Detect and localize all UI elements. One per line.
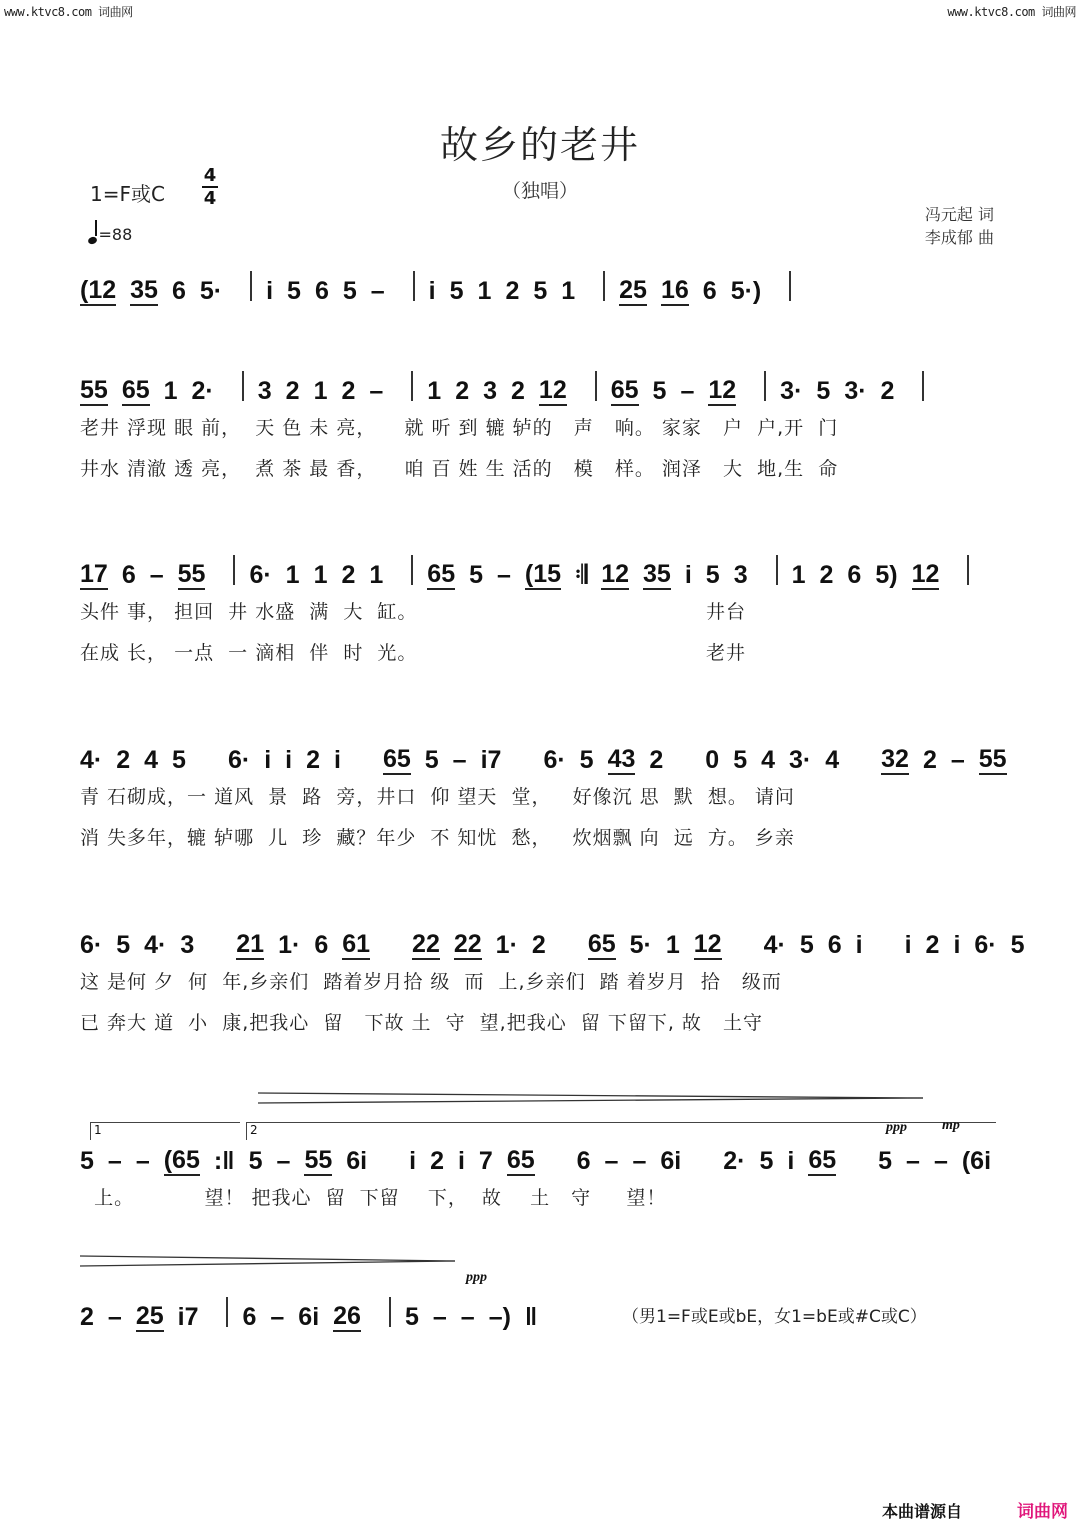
note-group: 1 bbox=[285, 561, 300, 589]
note-group: 55 bbox=[978, 745, 1007, 773]
note-group: 2 bbox=[341, 377, 356, 405]
note-group: 6i bbox=[346, 1147, 368, 1175]
note-group: 55 bbox=[177, 560, 206, 588]
note-group: 4· bbox=[763, 931, 786, 959]
barline bbox=[233, 555, 235, 585]
note-group: 5) bbox=[875, 561, 898, 589]
note-group: i7 bbox=[480, 746, 502, 774]
note-group: 2 bbox=[341, 561, 356, 589]
note-group: 5 bbox=[759, 1147, 774, 1175]
note-group: 55 bbox=[80, 376, 108, 404]
note-group: 6 bbox=[702, 277, 717, 305]
note-group: 5 bbox=[816, 377, 831, 405]
watermark-left: www.ktvc8.com 词曲网 bbox=[4, 5, 133, 19]
barline bbox=[242, 371, 244, 401]
note-group: 6· bbox=[227, 746, 251, 774]
notes-line bbox=[80, 920, 1025, 960]
note-group: 1 bbox=[369, 561, 384, 589]
lyric-verse-1: 头件 事， 担回 井 水盛 满 大 缸。 井台 bbox=[80, 601, 747, 623]
note-group: 1· bbox=[495, 931, 518, 959]
score-row-2 bbox=[80, 366, 1002, 488]
lyric-verse-1: 青 石砌成，一 道风 景 路 旁，井口 仰 望天 堂， 好像沉 思 默 想。 请问 bbox=[80, 786, 795, 808]
source-label: 本曲谱源自 bbox=[881, 1502, 962, 1521]
lyric-verse-2: 消 失多年，辘 轳哪 儿 珍 藏？年少 不 知忧 愁， 炊烟飘 向 远 方。 乡亲 bbox=[80, 827, 795, 849]
notes-line bbox=[80, 366, 1002, 406]
barline bbox=[411, 371, 413, 401]
note-group: – bbox=[135, 1147, 150, 1175]
note-group: 2 bbox=[880, 377, 895, 405]
time-signature-bottom: 4 bbox=[203, 188, 217, 209]
note-group: 5 bbox=[733, 746, 748, 774]
note-group: 35 bbox=[643, 560, 671, 588]
notes-line bbox=[80, 1292, 600, 1332]
note-group: – bbox=[632, 1147, 647, 1175]
note-group: 6 bbox=[242, 1303, 257, 1331]
note-group: 25 bbox=[619, 276, 647, 304]
note-group: 65 bbox=[587, 930, 616, 958]
note-group: 4 bbox=[825, 746, 840, 774]
lyric-verse-1: 这 是何 夕 何 年,乡亲们 踏着岁月拾 级 而 上,乡亲们 踏 着岁月 拾 级而 bbox=[80, 971, 782, 993]
note-group: – bbox=[460, 1303, 475, 1331]
dynamic-ppp: ppp bbox=[886, 1120, 907, 1135]
key-signature: 1=F或C bbox=[90, 182, 165, 206]
source-brand: 词曲网 bbox=[1017, 1502, 1068, 1522]
note-group: 6· bbox=[249, 561, 272, 589]
dynamic-ppp-final: ppp bbox=[466, 1270, 487, 1285]
note-group: 6· bbox=[974, 931, 997, 959]
tempo-marking bbox=[88, 224, 132, 244]
volta-2: 2 bbox=[246, 1122, 996, 1140]
note-group: 12 bbox=[708, 376, 737, 404]
note-group: 22 bbox=[453, 930, 482, 958]
note-group: – bbox=[680, 377, 695, 405]
note-group: 61 bbox=[342, 930, 371, 958]
note-group: 2 bbox=[922, 746, 937, 774]
note-group: 6i bbox=[298, 1303, 320, 1331]
note-group: 5 bbox=[287, 277, 301, 305]
note-group: 4 bbox=[761, 746, 776, 774]
note-group: 17 bbox=[80, 560, 108, 588]
score-row-7 bbox=[80, 1292, 600, 1332]
note-group: – bbox=[906, 1147, 920, 1175]
barline bbox=[413, 271, 415, 301]
note-group: 5 bbox=[799, 931, 814, 959]
note-group: – bbox=[369, 377, 384, 405]
crescendo-hairpin bbox=[80, 1253, 455, 1269]
barline bbox=[922, 371, 924, 401]
note-group: i bbox=[684, 561, 692, 589]
note-group: 1 bbox=[313, 377, 328, 405]
note-group: – bbox=[432, 1303, 447, 1331]
score-row-5 bbox=[80, 920, 1025, 1042]
note-group: 3· bbox=[789, 746, 812, 774]
lyric-verse-2: 在成 长， 一点 一 滴相 伴 时 光。 老井 bbox=[80, 642, 747, 664]
score-row-6 bbox=[80, 1136, 1002, 1217]
notes-line bbox=[80, 550, 1002, 590]
song-title: 故乡的老井 bbox=[439, 123, 640, 167]
barline bbox=[603, 271, 605, 301]
note-group: 𝄇 bbox=[575, 561, 588, 589]
note-group: 3· bbox=[780, 377, 803, 405]
time-signature-top: 4 bbox=[203, 165, 217, 186]
note-group: 1 bbox=[665, 931, 680, 959]
note-group: 5· bbox=[199, 277, 223, 305]
note-group: i bbox=[266, 277, 274, 305]
note-group: (65 bbox=[163, 1146, 200, 1174]
credits bbox=[925, 203, 994, 249]
note-group: 7 bbox=[478, 1147, 493, 1175]
lyric-verse-2: 已 奔大 道 小 康,把我心 留 下故 土 守 望,把我心 留 下留下, 故 土守 bbox=[80, 1012, 764, 1034]
note-group: 1 bbox=[477, 277, 492, 305]
note-group: i bbox=[409, 1147, 417, 1175]
note-group: 12 bbox=[538, 376, 567, 404]
note-group: – bbox=[276, 1147, 291, 1175]
note-group: 16 bbox=[660, 276, 689, 304]
barline bbox=[789, 271, 791, 301]
note-group: (15 bbox=[524, 560, 562, 588]
note-group: 3 bbox=[733, 561, 748, 589]
note-group: 5 bbox=[424, 746, 439, 774]
note-group: 6 bbox=[314, 931, 329, 959]
note-group: 2 bbox=[455, 377, 470, 405]
note-group: i7 bbox=[177, 1303, 199, 1331]
note-group: 6· bbox=[80, 931, 103, 959]
note-group: 2 bbox=[531, 931, 546, 959]
note-group: 65 bbox=[808, 1146, 837, 1174]
note-group: 65 bbox=[427, 560, 456, 588]
note-group: i bbox=[264, 746, 272, 774]
note-group: 2 bbox=[925, 931, 940, 959]
note-group: 6 bbox=[121, 561, 136, 589]
lyricist: 冯元起 词 bbox=[924, 205, 994, 224]
note-group: (12 bbox=[80, 276, 117, 304]
note-group: 2 bbox=[285, 377, 300, 405]
barline bbox=[776, 555, 778, 585]
note-group: i bbox=[855, 931, 863, 959]
note-group: 5 bbox=[248, 1147, 263, 1175]
note-group: i bbox=[285, 746, 293, 774]
barline bbox=[967, 555, 969, 585]
note-group: – bbox=[497, 561, 511, 589]
note-group: 2 bbox=[80, 1303, 94, 1331]
score-row-3 bbox=[80, 550, 1002, 672]
note-group: 2 bbox=[306, 746, 320, 774]
barline bbox=[389, 1297, 391, 1327]
score-row-4 bbox=[80, 735, 1007, 857]
note-group: 5 bbox=[579, 746, 594, 774]
quarter-note-icon bbox=[87, 236, 98, 246]
decrescendo-hairpin bbox=[258, 1090, 923, 1106]
song-subtitle: （独唱） bbox=[501, 180, 578, 202]
note-group: 2 bbox=[819, 561, 834, 589]
note-group: – bbox=[950, 746, 965, 774]
note-group: 43 bbox=[607, 745, 636, 773]
note-group: –) bbox=[488, 1303, 511, 1331]
note-group: 5 bbox=[533, 277, 548, 305]
note-group: – bbox=[270, 1303, 285, 1331]
note-group: 5 bbox=[705, 561, 720, 589]
note-group: 1 bbox=[791, 561, 806, 589]
note-group: 1 bbox=[427, 377, 442, 405]
note-group: ‖ bbox=[524, 1303, 538, 1331]
note-group: 2 bbox=[116, 746, 131, 774]
notes-line bbox=[80, 1136, 1002, 1176]
note-group: 65 bbox=[382, 745, 411, 773]
note-group: 5 bbox=[652, 377, 667, 405]
note-group: i bbox=[334, 746, 341, 774]
barline bbox=[411, 555, 413, 585]
note-group: 5 bbox=[878, 1147, 893, 1175]
note-group: 5·) bbox=[730, 277, 762, 305]
note-group: 12 bbox=[693, 930, 722, 958]
note-group: 32 bbox=[881, 745, 909, 773]
note-group: 12 bbox=[601, 560, 630, 588]
notes-line bbox=[80, 266, 1002, 306]
note-group: i bbox=[457, 1147, 465, 1175]
note-group: 0 bbox=[705, 746, 720, 774]
note-group: 35 bbox=[130, 276, 158, 304]
note-group: 6 bbox=[314, 277, 329, 305]
note-group: – bbox=[107, 1303, 122, 1331]
score-row-1 bbox=[80, 266, 1002, 306]
note-group: 5 bbox=[172, 746, 186, 774]
lyric-verse-2: 井水 清澈 透 亮， 煮 茶 最 香， 咱 百 姓 生 活的 模 样。 润泽 大 地,生 命 bbox=[80, 458, 839, 480]
note-group: i bbox=[428, 277, 436, 305]
note-group: 3· bbox=[844, 377, 867, 405]
note-group: 2 bbox=[511, 377, 525, 405]
note-group: 5 bbox=[469, 561, 484, 589]
note-group: 5· bbox=[629, 931, 652, 959]
note-group: 65 bbox=[121, 376, 150, 404]
note-group: 6 bbox=[171, 277, 186, 305]
note-group: 5 bbox=[80, 1147, 94, 1175]
volta-1: 1 bbox=[90, 1122, 240, 1140]
note-group: i bbox=[787, 1147, 795, 1175]
lyric-verse-1: 老井 浮现 眼 前， 天 色 未 亮， 就 听 到 辘 轳的 声 响。 家家 户 户,开 门 bbox=[80, 417, 839, 439]
note-group: 65 bbox=[610, 376, 639, 404]
note-group: 1 bbox=[313, 561, 328, 589]
note-group: – bbox=[107, 1147, 122, 1175]
note-group: 55 bbox=[304, 1146, 333, 1174]
note-group: 6 bbox=[576, 1147, 591, 1175]
note-group: 5 bbox=[449, 277, 464, 305]
composer: 李成郁 曲 bbox=[924, 228, 994, 247]
note-group: 4 bbox=[144, 746, 159, 774]
note-group: i bbox=[953, 931, 961, 959]
note-group: 3 bbox=[257, 377, 272, 405]
note-group: 6i bbox=[660, 1147, 682, 1175]
barline bbox=[595, 371, 597, 401]
note-group: 6 bbox=[827, 931, 842, 959]
time-signature bbox=[202, 166, 218, 208]
note-group: 3 bbox=[483, 377, 498, 405]
note-group: 3 bbox=[180, 931, 195, 959]
note-group: – bbox=[604, 1147, 619, 1175]
note-group: 2 bbox=[430, 1147, 444, 1175]
note-group: 5 bbox=[1010, 931, 1025, 959]
key-footnote: （男1=F或E或bE，女1=bE或#C或C） bbox=[622, 1307, 927, 1327]
tempo-value: =88 bbox=[98, 225, 133, 244]
note-group: 25 bbox=[135, 1302, 164, 1330]
note-group: 2· bbox=[723, 1147, 746, 1175]
note-group: – bbox=[149, 561, 164, 589]
note-group: 4· bbox=[144, 931, 167, 959]
note-group: 1 bbox=[163, 377, 178, 405]
note-group: 5 bbox=[116, 931, 131, 959]
note-group: 1 bbox=[561, 277, 576, 305]
note-group: 5 bbox=[404, 1303, 419, 1331]
note-group: 1· bbox=[278, 931, 301, 959]
note-group: 2· bbox=[191, 377, 214, 405]
note-group: (6i bbox=[961, 1147, 992, 1175]
note-group: i bbox=[904, 931, 912, 959]
note-group: 21 bbox=[236, 930, 265, 958]
note-group: 4· bbox=[80, 746, 103, 774]
barline bbox=[226, 1297, 228, 1327]
note-group: :‖ bbox=[213, 1147, 235, 1175]
note-group: 65 bbox=[506, 1146, 535, 1174]
watermark-right: www.ktvc8.com 词曲网 bbox=[947, 5, 1076, 19]
lyric-verse-1: 上。 望！ 把我心 留 下留 下， 故 土 守 望！ bbox=[80, 1187, 667, 1209]
note-group: 5 bbox=[342, 277, 357, 305]
note-group: 2 bbox=[505, 277, 520, 305]
note-group: – bbox=[370, 277, 385, 305]
barline bbox=[250, 271, 252, 301]
dynamic-mp: mp bbox=[942, 1118, 960, 1133]
notes-line bbox=[80, 735, 1007, 775]
note-group: 6· bbox=[543, 746, 566, 774]
note-group: – bbox=[933, 1147, 948, 1175]
note-group: 22 bbox=[412, 930, 440, 958]
note-group: – bbox=[452, 746, 467, 774]
note-group: 12 bbox=[911, 560, 940, 588]
note-group: 2 bbox=[649, 746, 664, 774]
note-group: 26 bbox=[333, 1302, 361, 1330]
barline bbox=[764, 371, 766, 401]
note-group: 6 bbox=[847, 561, 862, 589]
